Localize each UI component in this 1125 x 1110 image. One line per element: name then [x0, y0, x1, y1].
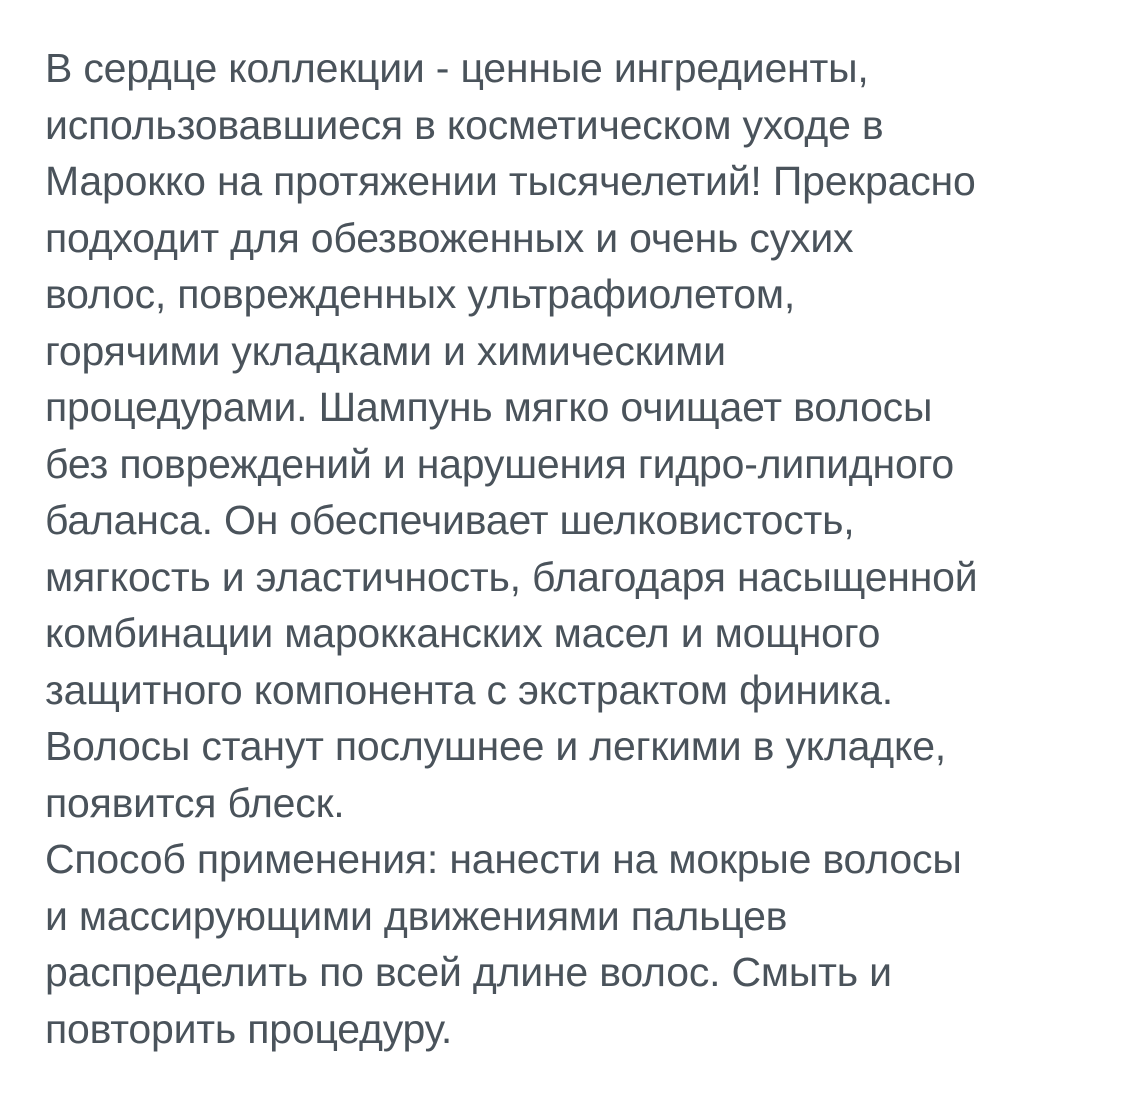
description-text-line: использовавшиеся в косметическом уходе в — [45, 101, 884, 148]
description-text-line: Волосы станут послушнее и легкими в укладке, — [45, 723, 946, 769]
description-text-line: и массирующими движениями пальцев — [45, 892, 788, 939]
description-text-line: процедурами. Шампунь мягко очищает волосы — [45, 384, 933, 430]
description-text-line: без повреждений и нарушения гидро-липидного — [45, 440, 955, 487]
description-text-line: волос, поврежденных ультрафиолетом, — [45, 271, 796, 317]
description-text-line: повторить процедуру. — [45, 1005, 453, 1052]
description-text-line: В сердце коллекции - ценные ингредиенты, — [45, 45, 869, 91]
description-text-line: Способ применения: нанести на мокрые волосы — [45, 836, 962, 882]
description-text-line: защитного компонента с экстрактом финика. — [45, 666, 893, 713]
description-text-line: Марокко на протяжении тысячелетий! Прекрасно — [45, 158, 976, 204]
description-text-line: появится блеск. — [45, 779, 345, 826]
description-text-line: распределить по всей длине волос. Смыть и — [45, 949, 892, 995]
description-text-line: подходит для обезвоженных и очень сухих — [45, 214, 854, 261]
description-text-line: горячими укладками и химическими — [45, 327, 726, 374]
description-text-line: баланса. Он обеспечивает шелковистость, — [45, 497, 855, 543]
description-text-line: комбинации марокканских масел и мощного — [45, 610, 881, 656]
description-text-line: мягкость и эластичность, благодаря насыщенной — [45, 553, 978, 600]
